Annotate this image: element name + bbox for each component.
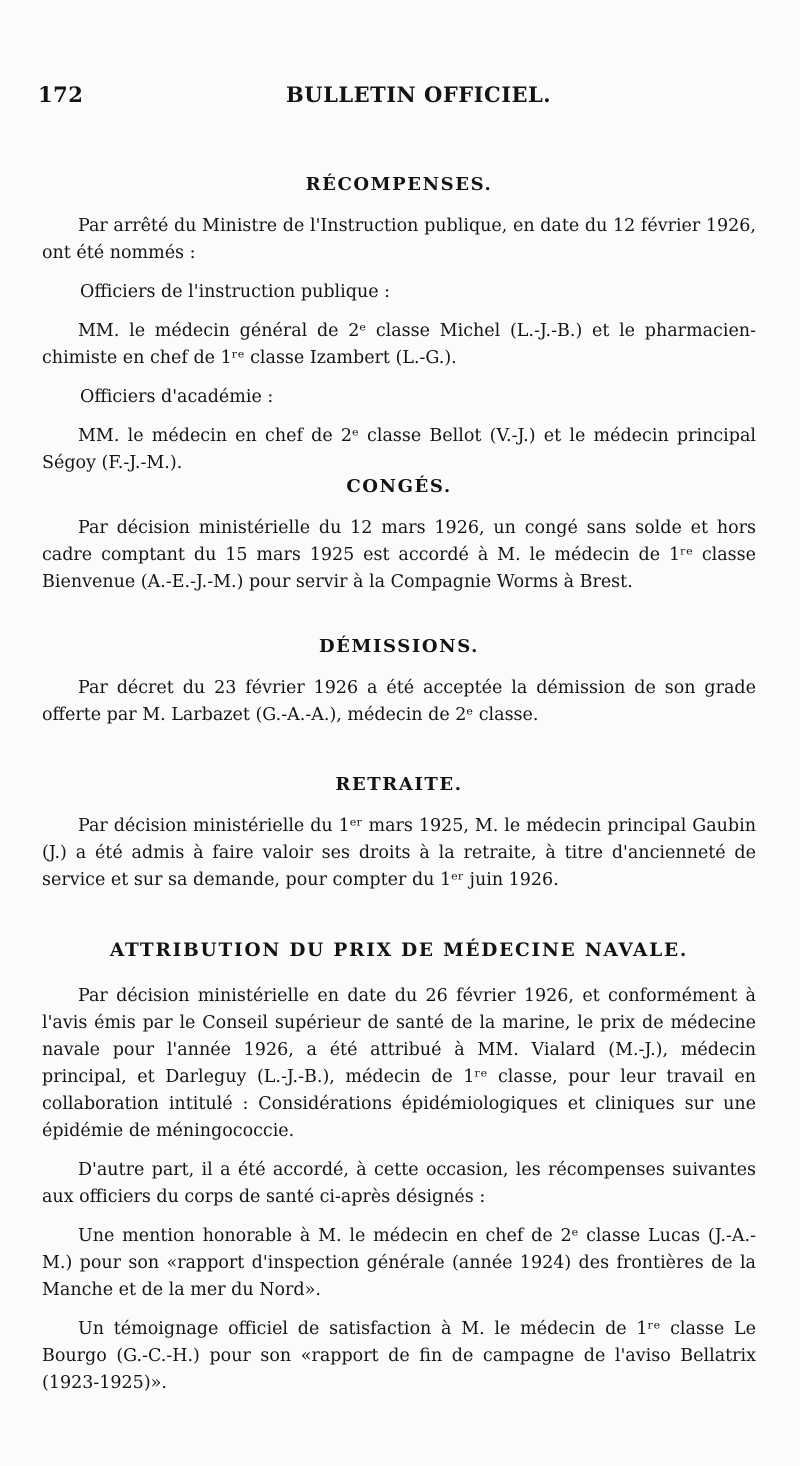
heading-prix: ATTRIBUTION DU PRIX DE MÉDECINE NAVALE.: [109, 940, 689, 961]
paragraph-prix-2: D'autre part, il a été accordé, à cette occasion, les récompenses suivantes aux officiers du corps de santé ci-après désignés :: [42, 1160, 756, 1207]
heading-recompenses: RÉCOMPENSES.: [305, 174, 493, 195]
paragraph-prix-3: Une mention honorable à M. le médecin en chef de 2ᵉ classe Lucas (J.-A.-M.) pour son «rapport d'inspection générale (année 1924) des frontières de la Manche et de la mer du Nord».: [42, 1226, 756, 1300]
section-retraite: [42, 774, 756, 906]
paragraph-recompenses-intro: Par arrêté du Ministre de l'Instruction publique, en date du 12 février 1926, ont été nommés :: [42, 216, 756, 263]
paragraph-demissions: Par décret du 23 février 1926 a été acceptée la démission de son grade offerte par M. Larbazet (G.-A.-A.), médecin de 2ᵉ classe.: [42, 678, 756, 725]
running-title: BULLETIN OFFICIEL.: [286, 82, 552, 107]
heading-conges: CONGÉS.: [346, 476, 452, 497]
paragraph-prix-1: Par décision ministérielle en date du 26 février 1926, et conformément à l'avis émis par le Conseil supérieur de santé de la marine, le prix de médecine navale pour l'année 1926, a été attribué à MM. Vialard (M.-J.), médecin principal, et Darleguy (L.-J.-B.), médecin de 1ʳᵉ classe, pour leur travail en collaboration intitulé : Considérations épidémiologiques et cliniques sur une épidémie de méningococcie.: [42, 986, 756, 1141]
paragraph-prix-4: Un témoignage officiel de satisfaction à M. le médecin de 1ʳᵉ classe Le Bourgo (G.-C.-H.) pour son «rapport de fin de campagne de l'aviso Bellatrix (1923-1925)».: [42, 1319, 756, 1393]
paragraph-officiers-academie: MM. le médecin en chef de 2ᵉ classe Bellot (V.-J.) et le médecin principal Ségoy (F.-J.-M.).: [42, 426, 756, 473]
paragraph-conges: Par décision ministérielle du 12 mars 1926, un congé sans solde et hors cadre comptant du 15 mars 1925 est accordé à M. le médecin de 1ʳᵉ classe Bienvenue (A.-E.-J.-M.) pour servir à la Compagnie Worms à Brest.: [42, 518, 756, 592]
heading-retraite: RETRAITE.: [335, 774, 463, 795]
section-demissions: [42, 636, 756, 741]
section-prix-medecine-navale: [42, 940, 756, 1409]
label-officiers-instruction: Officiers de l'instruction publique :: [80, 282, 391, 302]
heading-demissions: DÉMISSIONS.: [318, 636, 480, 657]
paragraph-retraite: Par décision ministérielle du 1ᵉʳ mars 1925, M. le médecin principal Gaubin (J.) a été admis à faire valoir ses droits à la retraite, à titre d'ancienneté de service et sur sa demande, pour compter du 1ᵉʳ juin 1926.: [42, 816, 756, 890]
section-conges: [42, 476, 756, 608]
page-number: 172: [38, 82, 84, 107]
paragraph-officiers-instruction: MM. le médecin général de 2ᵉ classe Michel (L.-J.-B.) et le pharmacien-chimiste en chef de 1ʳᵉ classe Izambert (L.-G.).: [42, 321, 756, 368]
section-recompenses: [42, 174, 756, 489]
label-officiers-academie: Officiers d'académie :: [80, 387, 274, 407]
page-header: [38, 82, 762, 116]
